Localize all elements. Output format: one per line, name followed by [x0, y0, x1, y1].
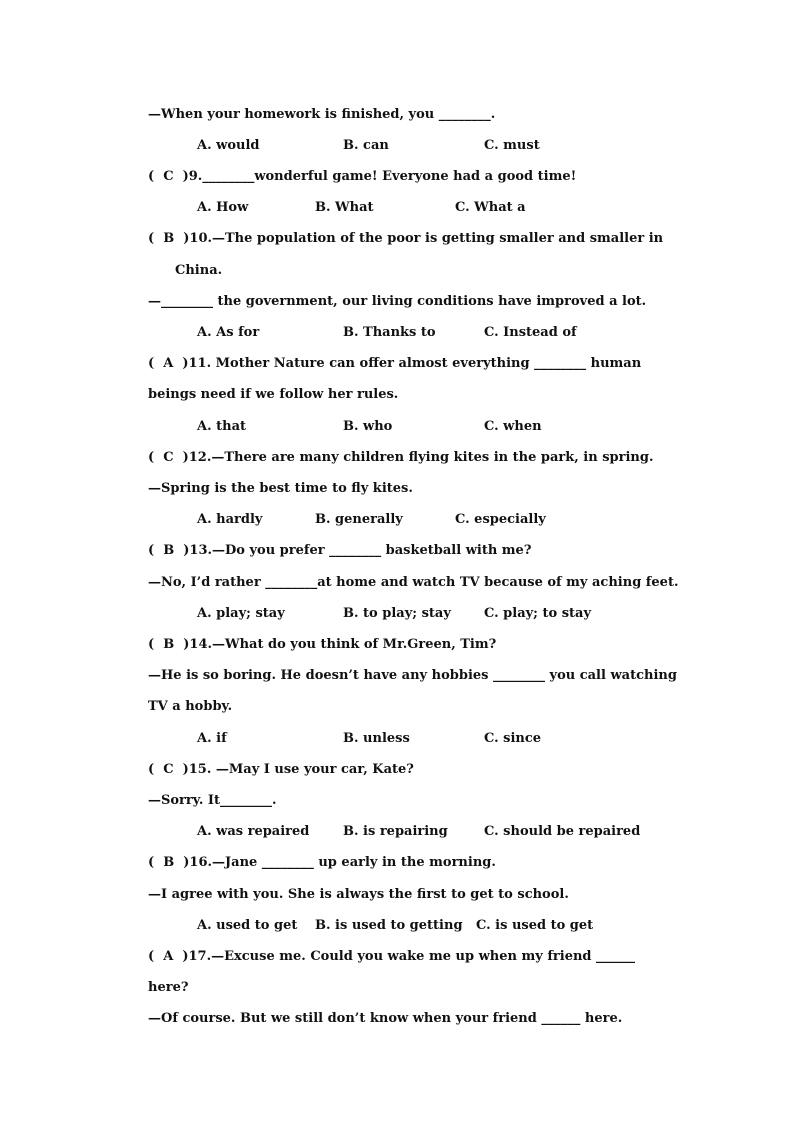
q14-answer-cont: TV a hobby. — [148, 699, 233, 714]
q16-option-c: C. is used to get — [476, 918, 594, 933]
q13-option-b: B. to play; stay — [343, 606, 451, 621]
q17-answer-line: —Of course. But we still don’t know when your friend ______ here. — [148, 1011, 623, 1026]
q13-option-c: C. play; to stay — [484, 606, 592, 621]
q14-option-b: B. unless — [343, 731, 410, 746]
q9-option-c: C. What a — [455, 200, 526, 215]
q15-question: ( C )15. —May I use your car, Kate? — [148, 762, 414, 777]
q16-question: ( B )16.—Jane ________ up early in the morning. — [148, 855, 496, 870]
q10-question: ( B )10.—The population of the poor is getting smaller and smaller in — [148, 231, 664, 246]
q16-option-a: A. used to get — [197, 918, 298, 933]
q16-answer-line: —I agree with you. She is always the first to get to school. — [148, 887, 569, 902]
q15-option-c: C. should be repaired — [484, 824, 641, 839]
q9-option-a: A. How — [197, 200, 249, 215]
q12-option-b: B. generally — [315, 512, 403, 527]
q14-option-a: A. if — [197, 731, 227, 746]
q15-option-a: A. was repaired — [197, 824, 310, 839]
q12-option-c: C. especially — [455, 512, 546, 527]
q8-option-a: A. would — [197, 138, 260, 153]
q8-answer-line: —When your homework is finished, you ________. — [148, 107, 496, 122]
q10-option-b: B. Thanks to — [343, 325, 436, 340]
q12-option-a: A. hardly — [197, 512, 263, 527]
q13-question: ( B )13.—Do you prefer ________ basketball with me? — [148, 543, 532, 558]
q11-option-b: B. who — [343, 419, 393, 434]
q12-question: ( C )12.—There are many children flying kites in the park, in spring. — [148, 450, 654, 465]
q12-answer-line: —Spring is the best time to fly kites. — [148, 481, 413, 496]
q16-option-b: B. is used to getting — [315, 918, 463, 933]
q14-answer-line: —He is so boring. He doesn’t have any hobbies ________ you call watching — [148, 668, 677, 683]
q10-option-c: C. Instead of — [484, 325, 577, 340]
q14-option-c: C. since — [484, 731, 542, 746]
q11-option-c: C. when — [484, 419, 542, 434]
q17-question: ( A )17.—Excuse me. Could you wake me up when my friend ______ — [148, 949, 636, 964]
q11-question: ( A )11. Mother Nature can offer almost everything ________ human — [148, 356, 642, 371]
q13-option-a: A. play; stay — [197, 606, 285, 621]
q13-answer-line: —No, I’d rather ________at home and watch TV because of my aching feet. — [148, 575, 679, 590]
q14-question: ( B )14.—What do you think of Mr.Green, Tim? — [148, 637, 497, 652]
q11-option-a: A. that — [197, 419, 247, 434]
q10-question-cont: China. — [175, 263, 223, 278]
q10-answer-line: —________ the government, our living conditions have improved a lot. — [148, 294, 647, 309]
q8-option-c: C. must — [484, 138, 540, 153]
q15-option-b: B. is repairing — [343, 824, 448, 839]
q17-question-cont: here? — [148, 980, 189, 995]
q11-question-cont: beings need if we follow her rules. — [148, 387, 399, 402]
q8-option-b: B. can — [343, 138, 389, 153]
q10-option-a: A. As for — [197, 325, 260, 340]
q9-question: ( C )9.________wonderful game! Everyone had a good time! — [148, 169, 577, 184]
q9-option-b: B. What — [315, 200, 374, 215]
q15-answer-line: —Sorry. It________. — [148, 793, 277, 808]
